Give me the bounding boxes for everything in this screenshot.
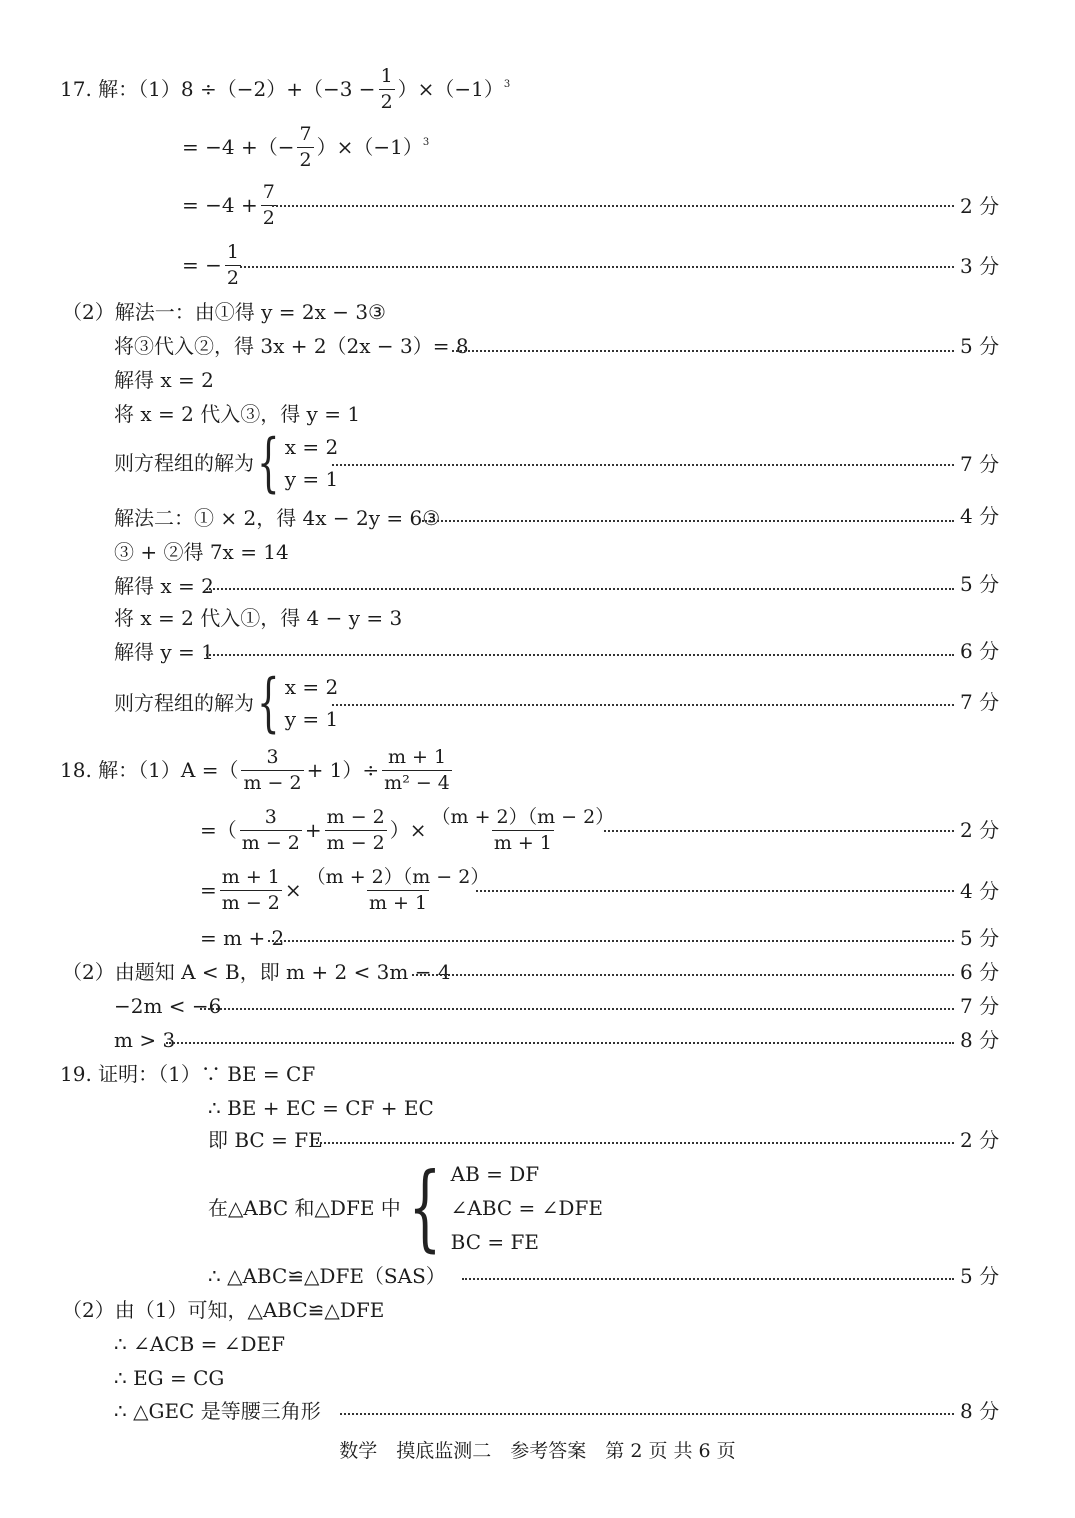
denominator: m + 1 <box>493 831 552 854</box>
fraction-m-plus-1-over-m-sq-minus-4 <box>382 745 452 794</box>
q17-step1-tail: ）×（−1） <box>316 135 423 159</box>
system-row-y: y = 1 <box>284 707 339 731</box>
fraction-product-over-m-plus-1 <box>430 805 617 854</box>
q18-header-pre: 18. 解：（1）A =（ <box>60 758 239 782</box>
denominator: 2 <box>226 266 239 289</box>
q17-m2-line2: ③ + ②得 7x = 14 <box>114 540 289 564</box>
q18-header-mid: + 1）÷ <box>306 758 380 782</box>
dot-leader <box>206 588 954 590</box>
fraction-m-minus-2-over-m-minus-2 <box>325 805 387 854</box>
q18-line-1 <box>60 744 455 796</box>
exponent: 3 <box>503 79 511 90</box>
denominator: m − 2 <box>326 831 385 854</box>
exponent: 3 <box>422 137 430 148</box>
score-5: 5 分 <box>960 1264 1000 1288</box>
equation-system <box>254 426 339 500</box>
dot-leader <box>272 205 954 207</box>
q19-part2-line2: ∴ ∠ACB = ∠DEF <box>114 1332 286 1356</box>
denominator: m² − 4 <box>384 771 450 794</box>
q17-m2-line1: 解法二：① × 2，得 4x − 2y = 6③ <box>114 506 441 530</box>
q17-step3-pre: = − <box>182 253 222 277</box>
fraction-m-plus-1-over-m-minus-2 <box>220 865 282 914</box>
fraction-product-over-m-plus-1 <box>305 865 492 914</box>
solution-label: 则方程组的解为 <box>114 451 254 475</box>
denominator: 2 <box>262 206 275 229</box>
system-rows <box>285 677 339 729</box>
q17-m2-line4: 将 x = 2 代入①，得 4 − y = 3 <box>114 606 403 630</box>
left-brace: { <box>257 666 280 740</box>
dot-leader <box>422 520 954 522</box>
numerator: （m + 2）（m − 2） <box>431 805 615 828</box>
dot-leader <box>316 1142 954 1144</box>
system-row-x: x = 2 <box>284 435 339 459</box>
numerator: m − 2 <box>326 805 385 828</box>
score-7: 7 分 <box>960 994 1000 1018</box>
q18-line-3 <box>200 864 494 916</box>
condition-system <box>401 1153 603 1262</box>
numerator: m + 1 <box>387 745 447 768</box>
times-sign: × <box>284 878 302 902</box>
numerator: 3 <box>264 805 277 828</box>
equation-system <box>254 666 339 740</box>
q17-line-3 <box>182 180 280 230</box>
score-2: 2 分 <box>960 818 1000 842</box>
score-5: 5 分 <box>960 572 1000 596</box>
plus-sign: + <box>304 818 322 842</box>
q19-conditions <box>208 1153 603 1262</box>
q18-s1-pre: =（ <box>200 818 237 842</box>
condition-rows <box>451 1164 603 1252</box>
q17-header-tail: ）×（−1） <box>397 77 504 101</box>
q18-part2-line2: −2m < −6 <box>114 994 222 1018</box>
denominator: 2 <box>299 148 312 171</box>
q17-m1-solution <box>114 426 339 500</box>
q17-line-1 <box>60 64 510 114</box>
left-brace: { <box>408 1153 442 1262</box>
numerator: 7 <box>299 122 312 145</box>
numerator: （m + 2）（m − 2） <box>306 865 490 888</box>
score-2: 2 分 <box>960 194 1000 218</box>
denominator: m + 1 <box>368 891 428 914</box>
left-brace: { <box>257 426 280 500</box>
numerator: m + 1 <box>221 865 280 888</box>
score-5: 5 分 <box>960 334 1000 358</box>
q17-line-4 <box>182 240 244 290</box>
denominator: m − 2 <box>243 771 302 794</box>
dot-leader <box>604 830 954 832</box>
q19-part2-line3: ∴ EG = CG <box>114 1366 225 1390</box>
score-2: 2 分 <box>960 1128 1000 1152</box>
fraction-1-2 <box>379 64 395 113</box>
q19-line-3: 即 BC = FE <box>208 1128 323 1152</box>
dot-leader <box>332 464 954 466</box>
numerator: 1 <box>226 240 239 263</box>
q17-part2-head: （2）解法一：由①得 y = 2x − 3③ <box>62 300 386 324</box>
dot-leader <box>332 704 954 706</box>
dot-leader <box>268 940 954 942</box>
score-8: 8 分 <box>960 1399 1000 1423</box>
fraction-1-2 <box>225 240 241 289</box>
score-4: 4 分 <box>960 879 1000 903</box>
dot-leader <box>166 1042 954 1044</box>
q17-header: 17. 解：（1）8 ÷（−2）+（−3 − <box>60 77 376 101</box>
in-triangles-label: 在△ABC 和△DFE 中 <box>208 1196 401 1220</box>
score-6: 6 分 <box>960 639 1000 663</box>
numerator: 7 <box>262 180 275 203</box>
equals-sign: = <box>200 878 217 902</box>
solution-label: 则方程组的解为 <box>114 691 254 715</box>
dot-leader <box>452 350 954 352</box>
score-8: 8 分 <box>960 1028 1000 1052</box>
numerator: 1 <box>380 64 393 87</box>
condition-3: BC = FE <box>450 1230 539 1254</box>
denominator: m − 2 <box>221 891 280 914</box>
dot-leader <box>240 266 954 268</box>
dot-leader <box>462 1278 954 1280</box>
q18-line-2 <box>200 804 619 856</box>
q17-line-2 <box>182 122 429 172</box>
q17-m1-line2: 解得 x = 2 <box>114 368 214 392</box>
fraction-7-2 <box>297 122 313 171</box>
fraction-3-over-m-minus-2 <box>241 745 303 794</box>
q17-m1-line3: 将 x = 2 代入③，得 y = 1 <box>114 402 361 426</box>
q17-step2-pre: = −4 + <box>182 193 258 217</box>
system-row-x: x = 2 <box>284 675 339 699</box>
q18-line-4: = m + 2 <box>200 926 285 950</box>
dot-leader <box>200 1008 954 1010</box>
dot-leader <box>206 654 954 656</box>
q17-m2-solution <box>114 666 339 740</box>
q19-line-2: ∴ BE + EC = CF + EC <box>208 1096 434 1120</box>
page-footer: 数学 摸底监测二 参考答案 第 2 页 共 6 页 <box>339 1440 736 1462</box>
fraction-3-over-m-minus-2 <box>240 805 302 854</box>
score-4: 4 分 <box>960 504 1000 528</box>
system-rows <box>285 437 339 489</box>
q18-part2-line1: （2）由题知 A < B，即 m + 2 < 3m − 4 <box>62 960 451 984</box>
q17-step1-pre: = −4 +（− <box>182 135 295 159</box>
score-3: 3 分 <box>960 254 1000 278</box>
denominator: m − 2 <box>241 831 300 854</box>
q17-m2-line5: 解得 y = 1 <box>114 640 214 664</box>
q19-part2-line1: （2）由（1）可知，△ABC≌△DFE <box>62 1298 385 1322</box>
system-row-y: y = 1 <box>284 467 339 491</box>
score-6: 6 分 <box>960 960 1000 984</box>
q18-s1-mid: ）× <box>389 818 427 842</box>
dot-leader <box>476 890 954 892</box>
dot-leader <box>412 974 954 976</box>
q17-m1-line1: 将③代入②，得 3x + 2（2x − 3）= 8 <box>114 334 469 358</box>
q17-m2-line3: 解得 x = 2 <box>114 574 214 598</box>
q19-part2-line4: ∴ △GEC 是等腰三角形 <box>114 1399 321 1423</box>
numerator: 3 <box>266 745 279 768</box>
q19-header: 19. 证明：（1）∵ BE = CF <box>60 1062 316 1086</box>
condition-1: AB = DF <box>450 1162 540 1186</box>
q19-conclusion: ∴ △ABC≌△DFE（SAS） <box>208 1264 446 1288</box>
score-7: 7 分 <box>960 452 1000 476</box>
score-7: 7 分 <box>960 690 1000 714</box>
q18-part2-line3: m > 3 <box>114 1028 176 1052</box>
denominator: 2 <box>380 90 393 113</box>
dot-leader <box>340 1413 954 1415</box>
score-5: 5 分 <box>960 926 1000 950</box>
condition-2: ∠ABC = ∠DFE <box>450 1196 603 1220</box>
